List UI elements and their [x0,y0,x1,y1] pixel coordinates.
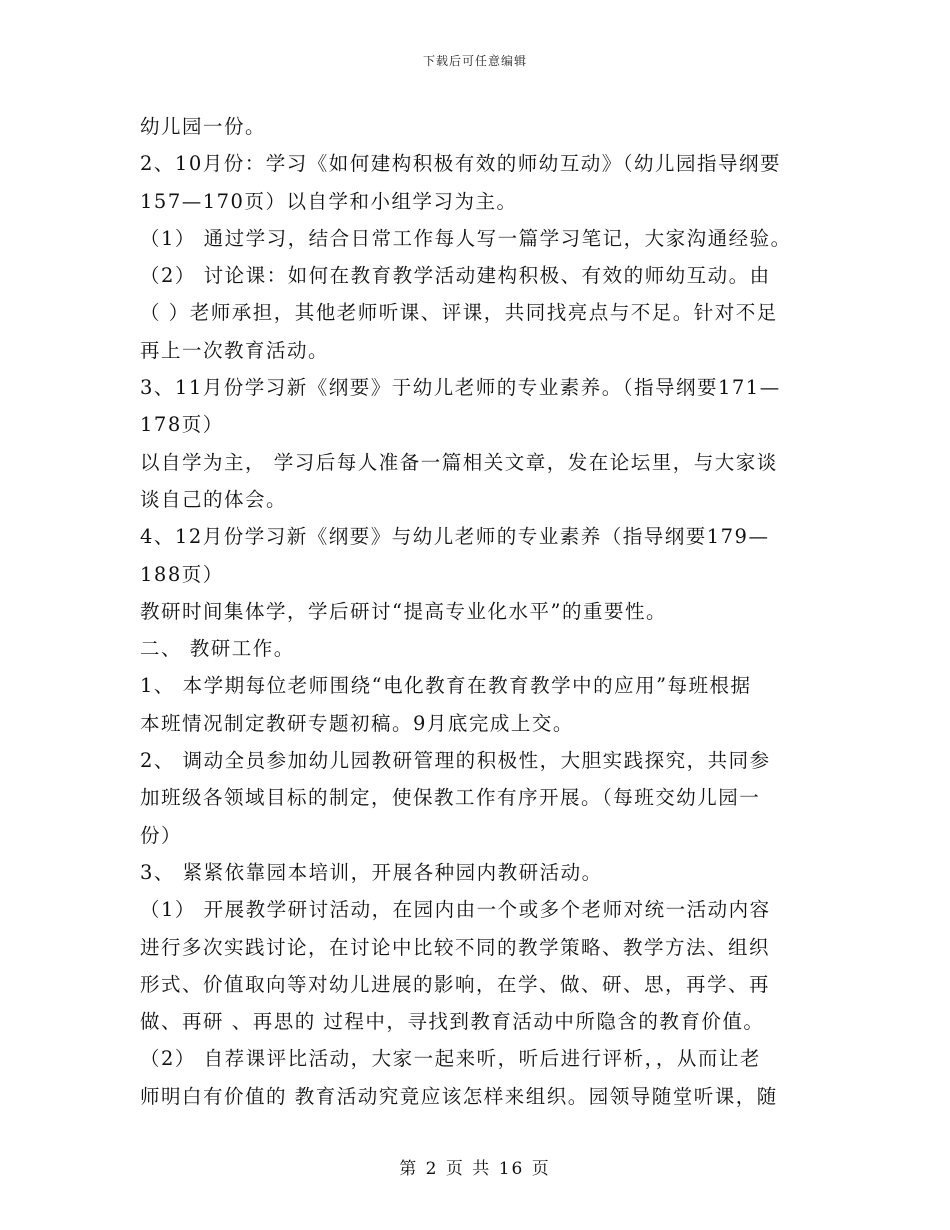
section-heading: 二、 教研工作。 [140,637,295,661]
page-number-footer: 第 2 页 共 16 页 [399,1159,551,1179]
text-line: 188页） [140,562,224,586]
text-line: 师明白有价值的 教育活动究竟应该怎样来组织。园领导随堂听课，随 [140,1084,778,1108]
text-line: （2） 自荐课评比活动，大家一起来听，听后进行评析，，从而让老 [140,1047,761,1071]
text-line: 加班级各领域目标的制定，使保教工作有序开展。（每班交幼儿园一 [140,786,761,810]
text-line: 做、再研 、再思的 过程中，寻找到教育活动中所隐含的教育价值。 [140,1010,765,1034]
text-line: 谈自己的体会。 [140,487,288,511]
text-line: 幼儿园一份。 [140,115,267,138]
text-line: 以自学为主， 学习后每人准备一篇相关文章，发在论坛里，与大家谈 [140,450,778,474]
text-line: 4、12月份学习新《纲要》与幼儿老师的专业素养（指导纲要179— [140,525,770,549]
text-line: 形式、价值取向等对幼儿进展的影响，在学、做、研、思，再学、再 [140,972,771,996]
text-line: 进行多次实践讨论，在讨论中比较不同的教学策略、教学方法、组织 [140,935,771,959]
text-line: 2、 调动全员参加幼儿园教研管理的积极性，大胆实践探究，共同参 [140,749,771,773]
text-line: 1、 本学期每位老师围绕“电化教育在教育教学中的应用”每班根据 [140,674,752,698]
document-body [140,108,820,1115]
text-line: 3、 紧紧依靠园本培训，开展各种园内教研活动。 [140,860,603,884]
text-line: 本班情况制定教研专题初稿。9月底完成上交。 [140,711,574,735]
text-line: （1） 开展教学研讨活动，在园内由一个或多个老师对统一活动内容 [140,898,771,922]
text-line: （2） 讨论课：如何在教育教学活动建构积极、有效的师幼互动。由 [140,264,771,288]
text-line: 3、11月份学习新《纲要》于幼儿老师的专业素养。（指导纲要171— [140,376,781,400]
text-line: 178页） [140,413,224,437]
text-line: （ ）老师承担，其他老师听课、评课，共同找亮点与不足。针对不足 [140,301,778,325]
page-header: 下载后可任意编辑 [422,54,527,68]
text-line: 2、10月份：学习《如何建构积极有效的师幼互动》（幼儿园指导纲要 [140,152,781,176]
text-line: 再上一次教育活动。 [140,338,330,362]
text-line: 教研时间集体学，学后研讨“提高专业化水平”的重要性。 [140,599,667,623]
text-line: （1） 通过学习，结合日常工作每人写一篇学习笔记，大家沟通经验。 [140,226,792,250]
text-line: 157—170页）以自学和小组学习为主。 [140,189,518,213]
text-line: 份） [140,823,183,847]
